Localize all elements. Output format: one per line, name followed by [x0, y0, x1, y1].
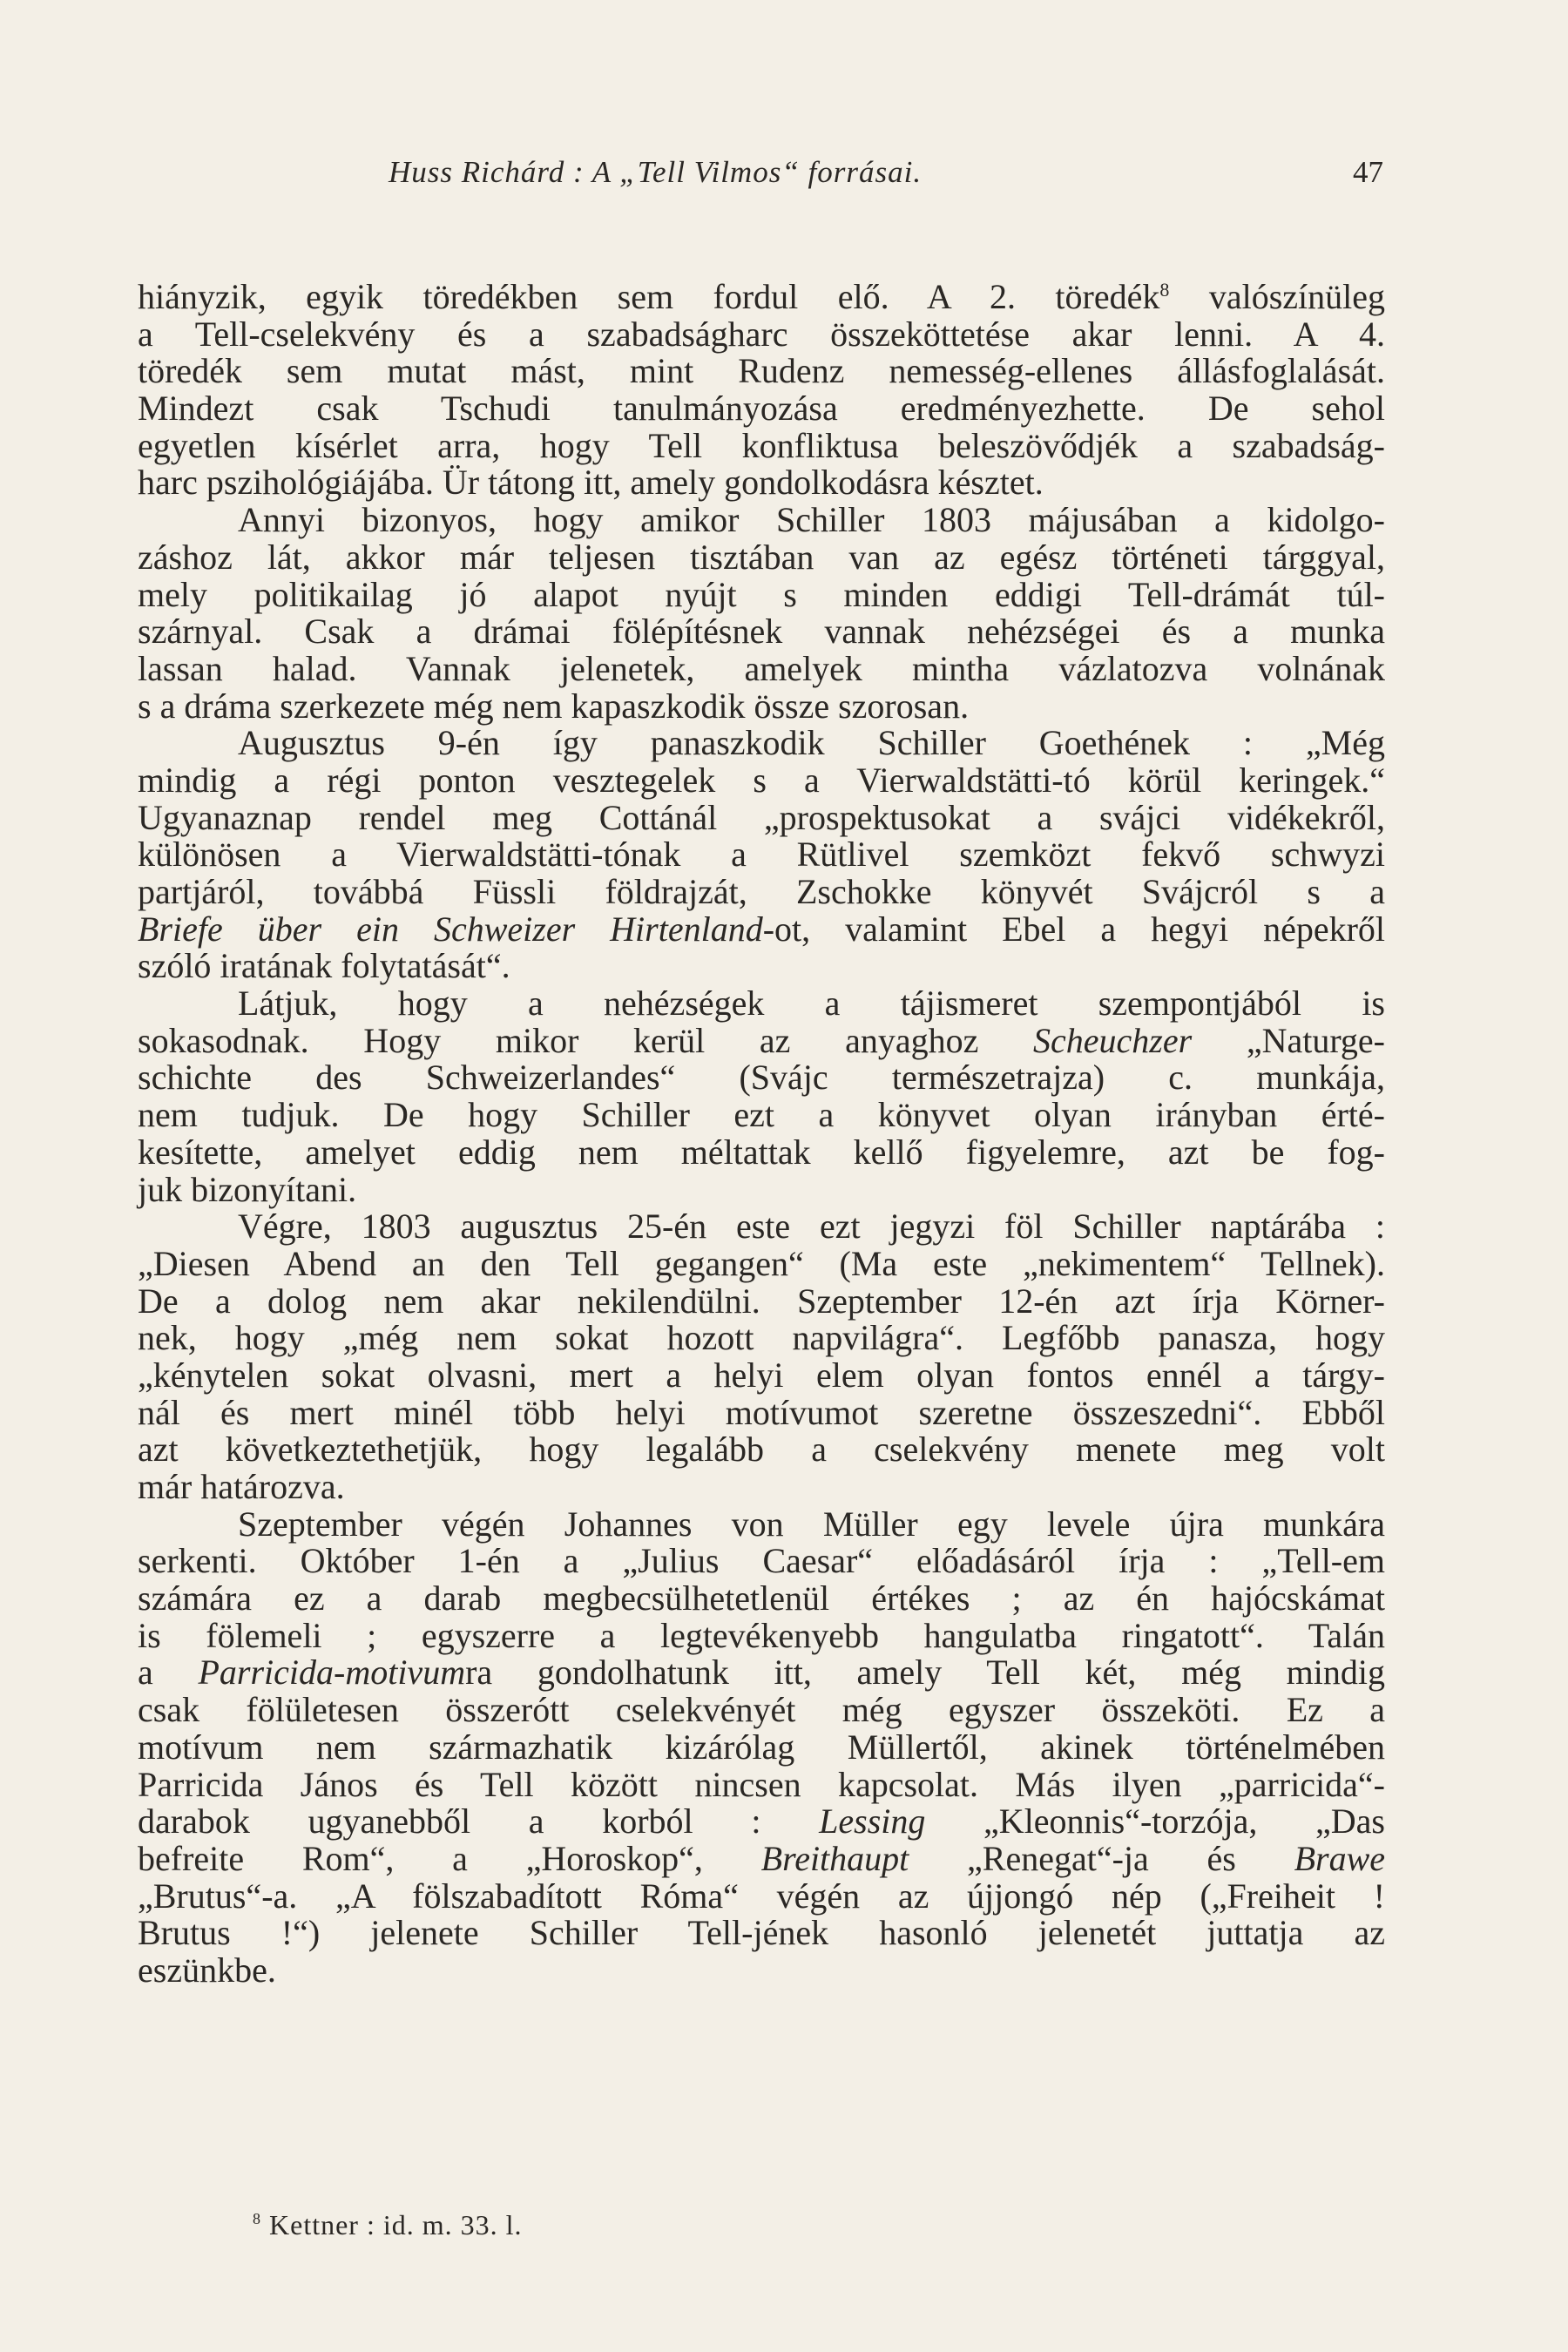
footnote-marker: 8	[253, 2210, 261, 2227]
text-line	[138, 1283, 1385, 1321]
text-segment: Augusztus 9-én így panaszkodik Schiller Goethének : „Még	[238, 723, 1385, 763]
italic-text: Breithaupt	[760, 1838, 909, 1878]
text-segment: eszünkbe.	[138, 1950, 276, 1990]
text-line	[138, 279, 1385, 316]
body-text	[138, 279, 1385, 1990]
text-line	[138, 1952, 1385, 1990]
text-segment: „Brutus“-a. „A fölszabadított Róma“ végén az újjongó nép („Freiheit !	[138, 1876, 1385, 1916]
text-segment: záshoz lát, akkor már teljesen tisztában van az egész történeti tárggyal,	[138, 537, 1385, 577]
text-line	[138, 1357, 1385, 1395]
text-line	[138, 502, 1385, 539]
text-segment: „Diesen Abend an den Tell gegangen“ (Ma este „nekimentem“ Tellnek).	[138, 1243, 1385, 1283]
text-segment: schichte des Schweizerlandes“ (Svájc természetrajza) c. munkája,	[138, 1058, 1385, 1098]
text-segment: töredék sem mutat mást, mint Rudenz nemesség-ellenes állásfoglalását.	[138, 351, 1385, 391]
text-segment: Látjuk, hogy a nehézségek a tájismeret szempontjából is	[238, 983, 1385, 1024]
text-line	[138, 1506, 1385, 1544]
footnote-text: Kettner : id. m. 33. l.	[261, 2209, 523, 2240]
text-segment: szóló iratának folytatását“.	[138, 946, 510, 986]
text-line	[138, 1208, 1385, 1246]
text-segment: befreite Rom“, a „Horoskop“,	[138, 1838, 761, 1878]
text-segment: mindig a régi ponton vesztegelek s a Vierwaldstätti-tó körül keringek.“	[138, 760, 1385, 800]
text-segment: lassan halad. Vannak jelenetek, amelyek mintha vázlatozva volnának	[138, 648, 1385, 688]
text-segment: nál és mert minél több helyi motívumot szeretne összeszedni“. Ebből	[138, 1392, 1385, 1432]
text-segment: a Tell-cselekvény és a szabadságharc összeköttetése akar lenni. A 4.	[138, 314, 1385, 354]
text-segment: már határozva.	[138, 1467, 345, 1506]
text-segment: hiányzik, egyik töredékben sem fordul elő. A 2. töredék	[138, 277, 1160, 316]
text-line	[138, 985, 1385, 1023]
text-line	[138, 1134, 1385, 1172]
text-segment: kesítette, amelyet eddig nem méltattak kellő figyelemre, azt be fog-	[138, 1132, 1385, 1172]
italic-text: Parricida-motivum	[198, 1652, 466, 1693]
text-line	[138, 1878, 1385, 1916]
text-line	[138, 1764, 1385, 1804]
text-segment: juk bizonyítani.	[138, 1169, 357, 1209]
text-line	[138, 353, 1385, 390]
text-line	[138, 1392, 1385, 1432]
text-segment: -ot, valamint Ebel a hegyi népekről	[762, 909, 1386, 949]
text-segment: csak fölületesen összerótt cselekvényét még egyszer összeköti. Ez a	[138, 1690, 1385, 1730]
text-line	[138, 1615, 1385, 1655]
text-segment: „kénytelen sokat olvasni, mert a helyi elem olyan fontos ennél a tárgy-	[138, 1355, 1385, 1395]
text-segment: serkenti. Október 1-én a „Julius Caesar“ előadásáról írja : „Tell-em	[138, 1541, 1385, 1581]
footnote-reference: 8	[1159, 279, 1170, 301]
text-line	[138, 1729, 1385, 1767]
text-line	[138, 1059, 1385, 1097]
text-segment: harc pszihológiájába. Ür tátong itt, amely gondolkodásra késztet.	[138, 463, 1044, 503]
text-segment: partjáról, továbbá Füssli földrajzát, Zschokke könyvét Svájcról s a	[138, 872, 1385, 911]
text-segment: Mindezt csak Tschudi tanulmányozása eredményezhette. De sehol	[138, 389, 1385, 429]
text-segment: darabok ugyanebből a korból :	[138, 1801, 820, 1842]
text-segment: mely politikailag jó alapot nyújt s minden eddigi Tell-drámát túl-	[138, 574, 1385, 614]
footnote	[253, 2209, 523, 2241]
text-line	[138, 613, 1385, 651]
text-line	[138, 1469, 1385, 1506]
text-line	[138, 464, 1385, 502]
text-segment: „Kleonnis“-torzója, „Das	[925, 1801, 1386, 1842]
page-number: 47	[1353, 155, 1383, 189]
text-segment: valószínüleg	[1169, 277, 1386, 316]
text-line	[138, 836, 1385, 874]
text-segment: nem tudjuk. De hogy Schiller ezt a könyvet olyan irányban érté-	[138, 1095, 1385, 1135]
italic-text: Brawe	[1294, 1838, 1385, 1878]
text-segment: Brutus !“) jelenete Schiller Tell-jének hasonló jelenetét juttatja az	[138, 1913, 1385, 1953]
text-segment: azt következtethetjük, hogy legalább a cselekvény menete meg volt	[138, 1429, 1385, 1470]
text-segment: a	[138, 1652, 199, 1693]
text-line	[138, 1654, 1385, 1692]
text-segment: is fölemeli ; egyszerre a legtevékenyebb hangulatba ringatott“. Talán	[138, 1615, 1385, 1655]
text-segment: s a dráma szerkezete még nem kapaszkodik össze szorosan.	[138, 686, 970, 726]
text-line	[138, 1803, 1385, 1841]
text-line	[138, 316, 1385, 354]
text-segment: Szeptember végén Johannes von Müller egy levele újra munkára	[238, 1504, 1385, 1544]
text-line	[138, 1838, 1385, 1878]
text-line	[138, 539, 1385, 577]
text-line	[138, 1692, 1385, 1729]
text-line	[138, 725, 1385, 762]
text-segment: „Renegat“-ja és	[909, 1838, 1294, 1878]
text-line	[138, 1431, 1385, 1469]
text-segment: „Naturge-	[1192, 1020, 1385, 1060]
text-segment: sokasodnak. Hogy mikor kerül az anyaghoz	[138, 1020, 1033, 1060]
text-segment: szárnyal. Csak a drámai fölépítésnek vannak nehézségei és a munka	[138, 612, 1385, 652]
text-line	[138, 1169, 1385, 1209]
running-head: Huss Richárd : A „Tell Vilmos“ forrásai.	[389, 155, 923, 189]
text-line	[138, 1097, 1385, 1134]
text-segment: számára ez a darab megbecsülhetetlenül értékes ; az én hajócskámat	[138, 1578, 1385, 1619]
text-line	[138, 648, 1385, 688]
text-line	[138, 1243, 1385, 1283]
text-line	[138, 874, 1385, 911]
text-segment: ra gondolhatunk itt, amely Tell két, még mindig	[465, 1652, 1385, 1693]
italic-text: Scheuchzer	[1033, 1020, 1193, 1060]
text-line	[138, 688, 1385, 726]
text-line	[138, 762, 1385, 800]
text-line	[138, 948, 1385, 985]
text-segment: De a dolog nem akar nekilendülni. Szeptember 12-én azt írja Körner-	[138, 1281, 1385, 1321]
text-line	[138, 1020, 1385, 1060]
text-line	[138, 425, 1385, 465]
text-line	[138, 574, 1385, 614]
text-segment: Ugyanaznap rendel meg Cottánál „prospektusokat a svájci vidékekről,	[138, 797, 1385, 837]
text-segment: különösen a Vierwaldstätti-tónak a Rütlivel szemközt fekvő schwyzi	[138, 835, 1385, 875]
text-segment: nek, hogy „még nem sokat hozott napvilágra“. Legfőbb panasza, hogy	[138, 1318, 1385, 1358]
text-line	[138, 1580, 1385, 1618]
text-segment: motívum nem származhatik kizárólag Müllertől, akinek történelmében	[138, 1727, 1385, 1767]
text-segment: Parricida János és Tell között nincsen kapcsolat. Más ilyen „parricida“-	[138, 1764, 1385, 1804]
text-line	[138, 390, 1385, 428]
text-line	[138, 1320, 1385, 1357]
text-segment: egyetlen kísérlet arra, hogy Tell konfliktusa beleszövődjék a szabadság-	[138, 425, 1385, 465]
page-header	[138, 155, 1383, 199]
text-segment: Végre, 1803 augusztus 25-én este ezt jegyzi föl Schiller naptárába :	[238, 1206, 1385, 1247]
text-line	[138, 1543, 1385, 1580]
italic-text: Lessing	[819, 1801, 926, 1842]
text-line	[138, 1915, 1385, 1952]
text-segment: Annyi bizonyos, hogy amikor Schiller 1803 májusában a kidolgo-	[238, 500, 1385, 540]
italic-text: Briefe über ein Schweizer Hirtenland	[138, 909, 763, 949]
text-line	[138, 911, 1385, 949]
text-line	[138, 797, 1385, 837]
